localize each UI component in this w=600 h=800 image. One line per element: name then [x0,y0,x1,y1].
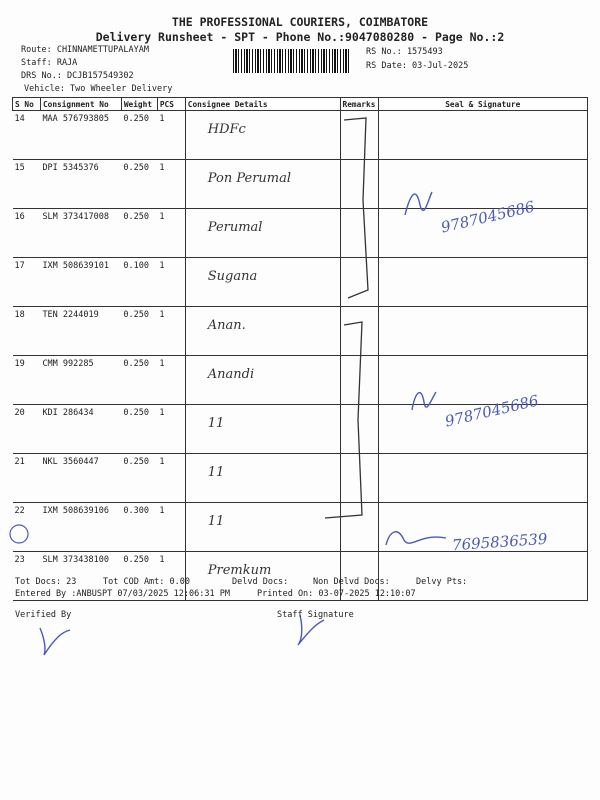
receiver-phone-3: 7695836539 [451,529,548,555]
pcs-cell: 1 [157,209,185,258]
consignee-handwriting: 11 [207,514,225,529]
route-field: Route: CHINNAMETTUPALAYAM [21,45,149,55]
col-consignee-header: Consignee Details [185,98,340,111]
consignee-handwriting: HDFc [207,122,246,137]
sno-cell: 21 [13,454,41,503]
col-seal-header: Seal & Signature [378,98,587,111]
staff-signature-label: Staff Signature [277,610,354,620]
delivery-signature-2 [412,392,436,410]
entered-by: Entered By :ANBUSPT 07/03/2025 12:06:31 PM [15,589,230,599]
sno-cell: 15 [13,160,41,209]
consignment-cell: MAA 576793805 [40,111,121,160]
sno-cell: 17 [13,258,41,307]
consignee-handwriting: Premkum [207,563,272,578]
runsheet-title: THE PROFESSIONAL COURIERS, COIMBATORE [171,15,429,29]
printed-on: Printed On: 03-07-2025 12:10:07 [257,589,416,599]
weight-cell: 0.250 [121,160,157,209]
pcs-cell: 1 [157,307,185,356]
col-consignment-header: Consignment No [40,98,121,111]
consignee-handwriting: Anandi [207,367,255,382]
verifier-signature [40,628,70,655]
weight-cell: 0.100 [121,258,157,307]
sno-cell: 20 [13,405,41,454]
rs-number-field: RS No.: 1575493 [366,47,443,57]
consignee-handwriting: 11 [207,416,225,431]
consignment-cell: SLM 373417008 [40,209,121,258]
rs-date-field: RS Date: 03-Jul-2025 [366,61,469,71]
pcs-cell: 1 [157,356,185,405]
vehicle-field: Vehicle: Two Wheeler Delivery [24,84,173,94]
weight-cell: 0.300 [121,503,157,552]
consignment-cell: TEN 2244019 [40,307,121,356]
delivery-points: Delvy Pts: [416,577,468,587]
pcs-cell: 1 [157,503,185,552]
staff-field: Staff: RAJA [21,58,78,68]
sno-cell: 16 [13,209,41,258]
remarks-bracket-1 [344,118,368,298]
weight-cell: 0.250 [121,111,157,160]
col-weight-header: Weight [121,98,157,111]
col-pcs-header: PCS [157,98,185,111]
receiver-phone-1: 9787045686 [439,197,537,237]
sno-cell: 19 [13,356,41,405]
pcs-cell: 1 [157,405,185,454]
consignment-cell: SLM 373438100 [40,552,121,601]
sno-cell: 23 [13,552,41,601]
weight-cell: 0.250 [121,552,157,601]
pcs-cell: 1 [157,552,185,601]
drs-number-field: DRS No.: DCJB157549302 [21,71,134,81]
col-remarks-header: Remarks [340,98,378,111]
sno-cell: 18 [13,307,41,356]
consignee-handwriting: Anan. [207,318,246,333]
consignment-cell: DPI 5345376 [40,160,121,209]
pcs-cell: 1 [157,258,185,307]
delivery-signature-1 [405,192,432,215]
delivered-docs: Delvd Docs: [232,577,289,587]
non-delivered-docs: Non Delvd Docs: [313,577,390,587]
consignment-cell: KDI 286434 [40,405,121,454]
consignee-handwriting: Pon Perumal [207,171,292,186]
pcs-cell: 1 [157,111,185,160]
col-sno-header: S No [13,98,41,111]
receiver-phone-2: 9787045686 [443,391,541,431]
weight-cell: 0.250 [121,307,157,356]
total-docs: Tot Docs: 23 [15,577,77,587]
delivery-signature-3 [386,532,446,545]
sno-cell: 22 [13,503,41,552]
consignee-handwriting: Perumal [207,220,263,235]
row-23-circle [10,525,28,543]
consignment-cell: IXM 508639106 [40,503,121,552]
total-cod-amount: Tot COD Amt: 0.00 [103,577,190,587]
sno-cell: 14 [13,111,41,160]
consignment-cell: IXM 508639101 [40,258,121,307]
pcs-cell: 1 [157,160,185,209]
runsheet-subtitle: Delivery Runsheet - SPT - Phone No.:9047080280 - Page No.:2 [95,30,505,44]
weight-cell: 0.250 [121,356,157,405]
consignment-cell: CMM 992285 [40,356,121,405]
weight-cell: 0.250 [121,405,157,454]
verified-by-label: Verified By [15,610,72,620]
pcs-cell: 1 [157,454,185,503]
weight-cell: 0.250 [121,209,157,258]
consignee-handwriting: Sugana [207,269,258,284]
remarks-bracket-2 [325,322,362,518]
consignment-cell: NKL 3560447 [40,454,121,503]
weight-cell: 0.250 [121,454,157,503]
consignee-handwriting: 11 [207,465,225,480]
